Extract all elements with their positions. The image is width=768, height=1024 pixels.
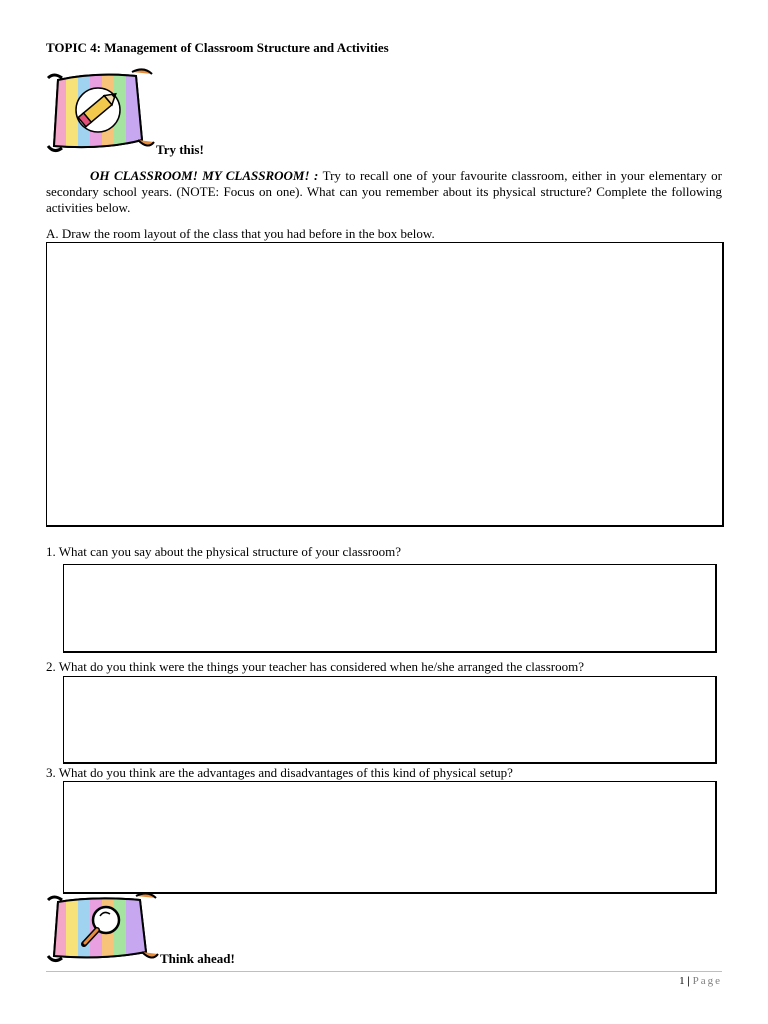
page-footer bbox=[679, 975, 722, 987]
question-3: 3. What do you think are the advantages and disadvantages of this kind of physical setup? bbox=[46, 765, 513, 780]
answer-box-1[interactable] bbox=[63, 564, 717, 653]
page-title: TOPIC 4: Management of Classroom Structure and Activities bbox=[46, 40, 389, 55]
question-1: 1. What can you say about the physical structure of your classroom? bbox=[46, 544, 401, 559]
room-layout-drawing-box[interactable] bbox=[46, 242, 724, 527]
try-this-label: Try this! bbox=[156, 142, 204, 157]
intro-lead: OH CLASSROOM! MY CLASSROOM! : bbox=[90, 168, 319, 183]
pencil-magic-carpet-icon bbox=[44, 68, 156, 154]
intro-text: Try to recall one of your favourite classroom, either in your elementary or secondary school years. (NOTE: Focus on one). What can you remember about its physical structure? Complete the following activities below. bbox=[46, 168, 722, 215]
page-label: Page bbox=[692, 975, 722, 987]
question-2: 2. What do you think were the things your teacher has considered when he/she arranged the classroom? bbox=[46, 659, 585, 674]
footer-divider bbox=[46, 971, 722, 972]
activity-a-instruction: A. Draw the room layout of the class that you had before in the box below. bbox=[46, 226, 435, 241]
page-separator: | bbox=[684, 975, 693, 987]
answer-box-2[interactable] bbox=[63, 676, 717, 764]
intro-paragraph bbox=[46, 168, 722, 216]
answer-box-3[interactable] bbox=[63, 781, 717, 894]
magnifier-magic-carpet-icon bbox=[44, 892, 160, 964]
page-number: 1 bbox=[679, 975, 685, 987]
think-ahead-label: Think ahead! bbox=[160, 951, 235, 966]
